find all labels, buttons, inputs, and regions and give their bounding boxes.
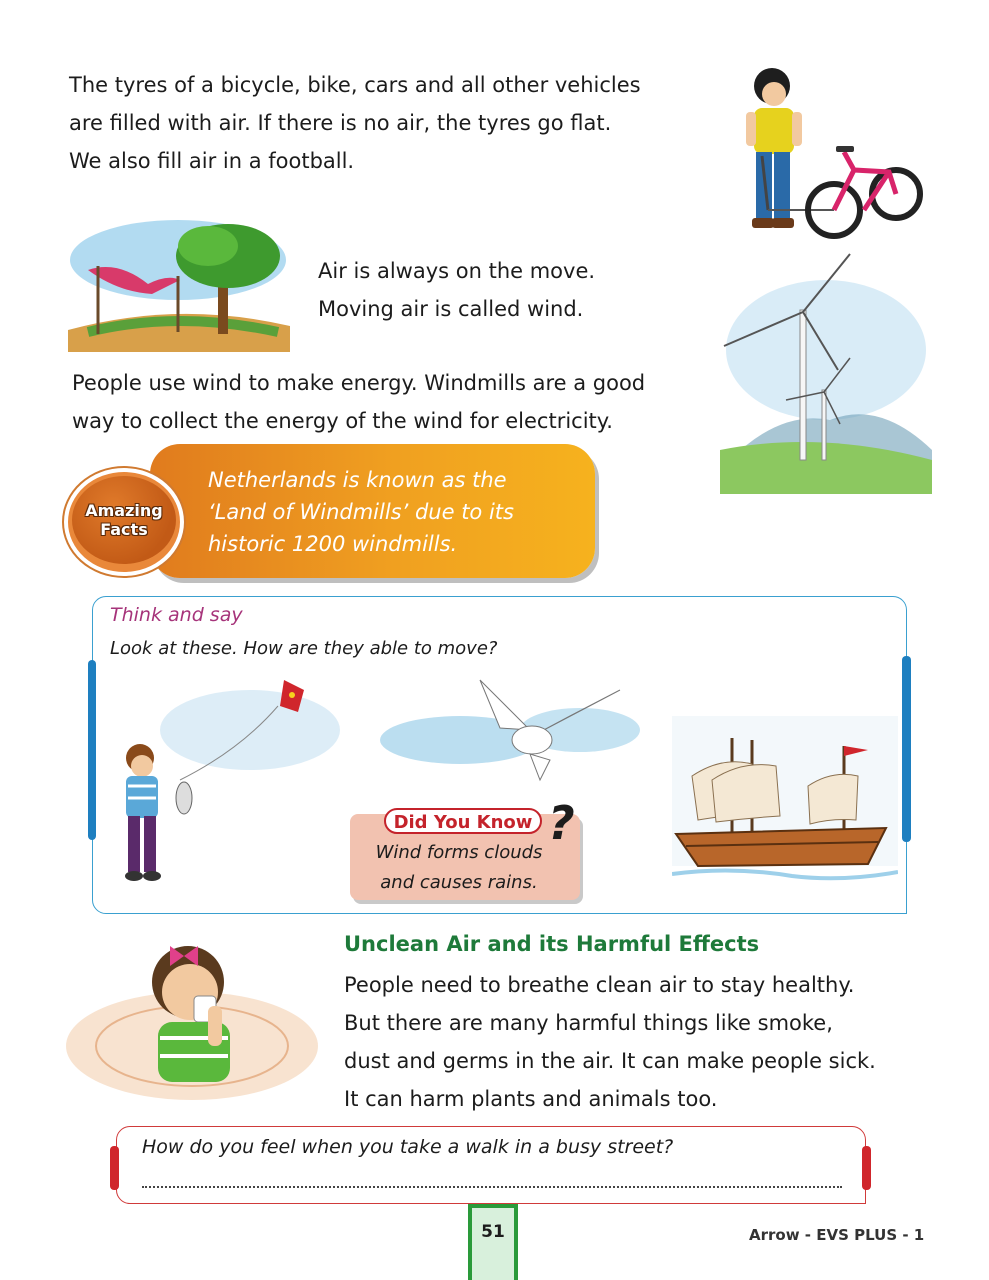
wind-line: Air is always on the move. (318, 259, 596, 283)
intro-line: are filled with air. If there is no air, the tyres go flat. (69, 111, 612, 135)
did-you-know-text (356, 838, 562, 898)
energy-line: way to collect the energy of the wind for electricity. (72, 409, 613, 433)
girl-covering-nose-illustration (60, 926, 324, 1122)
section-heading: Unclean Air and its Harmful Effects (344, 932, 760, 956)
fact-line: historic 1200 windmills. (208, 532, 458, 556)
question-accent-bar (862, 1146, 871, 1190)
unclean-line: People need to breathe clean air to stay healthy. (344, 973, 855, 997)
unclean-air-paragraph (344, 966, 924, 1118)
badge-line: Facts (100, 520, 148, 539)
wind-paragraph (318, 252, 698, 328)
book-title-footer: Arrow - EVS PLUS - 1 (749, 1226, 925, 1244)
intro-line: The tyres of a bicycle, bike, cars and all other vehicles (69, 73, 641, 97)
answer-line[interactable] (142, 1174, 842, 1188)
panel-accent-bar (88, 660, 96, 840)
think-and-say-question: Look at these. How are they able to move? (110, 638, 498, 659)
dyk-line: and causes rains. (380, 872, 538, 893)
energy-paragraph (72, 364, 732, 440)
unclean-line: dust and germs in the air. It can make people sick. (344, 1049, 876, 1073)
dyk-line: Wind forms clouds (375, 842, 543, 863)
badge-line: Amazing (85, 501, 163, 520)
panel-accent-bar (902, 656, 911, 842)
intro-paragraph (69, 66, 729, 180)
wind-line: Moving air is called wind. (318, 297, 584, 321)
question-accent-bar (110, 1146, 119, 1190)
fact-line: ‘Land of Windmills’ due to its (208, 500, 514, 524)
question-text: How do you feel when you take a walk in a busy street? (142, 1136, 674, 1158)
unclean-line: It can harm plants and animals too. (344, 1087, 718, 1111)
windy-tree-illustration (68, 210, 290, 352)
kite-boy-illustration (100, 670, 340, 900)
unclean-line: But there are many harmful things like smoke, (344, 1011, 833, 1035)
think-and-say-title: Think and say (110, 604, 243, 626)
did-you-know-label: Did You Know (384, 808, 542, 834)
page-number: 51 (468, 1204, 518, 1280)
sailing-ship-illustration (672, 716, 898, 886)
energy-line: People use wind to make energy. Windmills are a good (72, 371, 646, 395)
question-mark-icon: ? (548, 796, 575, 850)
intro-line: We also fill air in a football. (69, 149, 355, 173)
amazing-facts-text (208, 464, 588, 560)
boy-bicycle-illustration (724, 60, 924, 242)
windmill-illustration (720, 250, 932, 494)
fact-line: Netherlands is known as the (208, 468, 507, 492)
amazing-facts-badge (72, 476, 176, 564)
flying-bird-illustration (380, 670, 640, 790)
